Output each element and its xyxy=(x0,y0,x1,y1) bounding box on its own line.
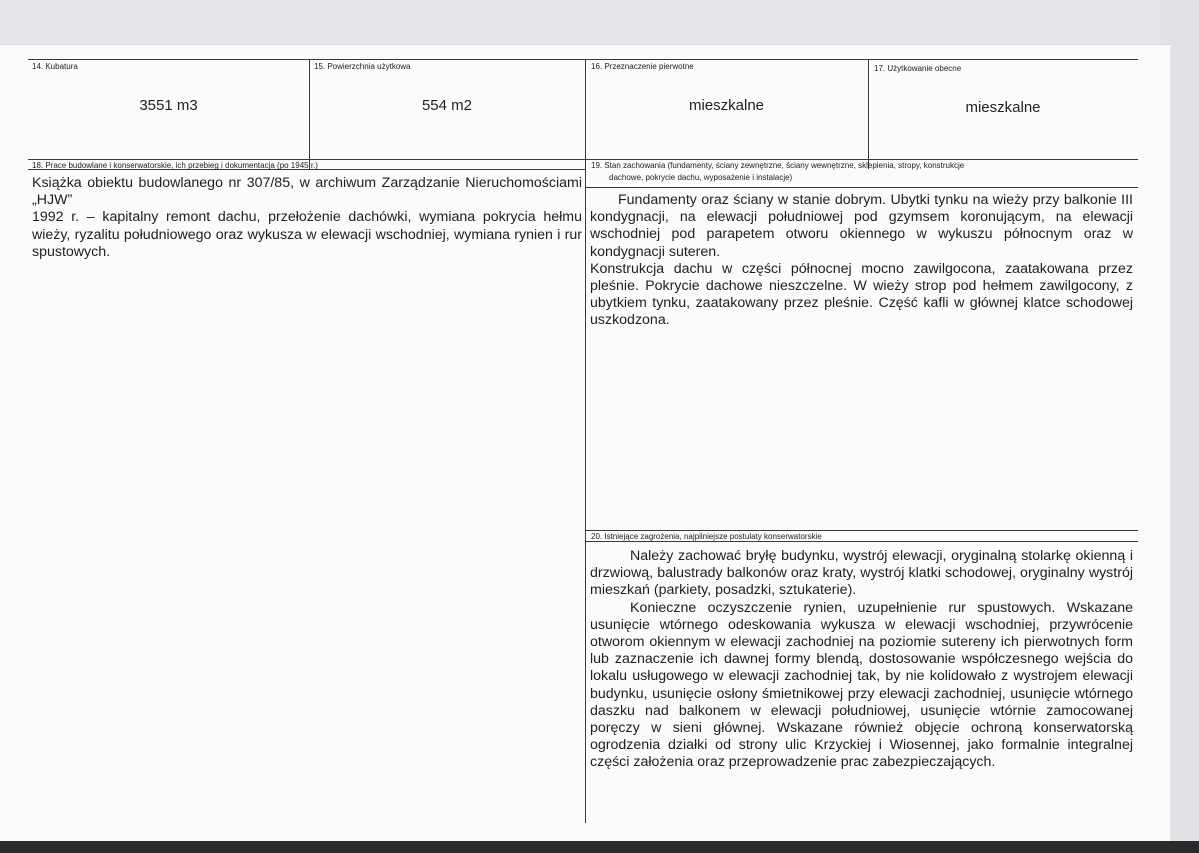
zagrozenia-text xyxy=(590,548,1133,772)
column-divider xyxy=(585,159,586,823)
zagrozenia-label: 20. Istniejące zagrożenia, najpilniejsze postulaty konserwatorskie xyxy=(591,532,822,541)
kubatura-label: 14. Kubatura xyxy=(32,62,78,71)
powierzchnia-label: 15. Powierzchnia użytkowa xyxy=(314,62,411,71)
stan-text xyxy=(590,192,1133,330)
kubatura-value: 3551 m3 xyxy=(139,97,198,114)
prace-line-2: 1992 r. – kapitalny remont dachu, przełożenie dachówki, wymiana pokrycia hełmu wieży, ryzalitu południowego oraz wykusza w elewacji wschodniej, wymiana rynien i rur spustowych. xyxy=(32,209,582,260)
uzytkowanie-value: mieszkalne xyxy=(965,99,1041,116)
przeznaczenie-label: 16. Przeznaczenie pierwotne xyxy=(591,62,694,71)
uzytkowanie-label: 17. Użytkowanie obecne xyxy=(874,64,962,73)
row1-divider-1 xyxy=(309,59,310,169)
stan-label-line-2: dachowe, pokrycie dachu, wyposażenie i instalacje) xyxy=(609,173,793,182)
row1-top-border xyxy=(28,59,1138,60)
document-sheet xyxy=(0,44,1170,845)
stan-paragraph-1: Fundamenty oraz ściany w stanie dobrym. Ubytki tynku na wieży przy balkonie III kondygnacji, na elewacji południowej pod gzymsem koronującym, na elewacji wschodniej pod parapetem otworu okiennego w wykuszu północnym oraz w kondygnacji suteren. xyxy=(590,192,1133,260)
scan-top-margin xyxy=(0,0,1199,48)
prace-label: 18. Prace budowlane i konserwatorskie, ich przebieg i dokumentacja (po 1945 r.) xyxy=(32,161,318,170)
row2-top-border xyxy=(28,159,1138,160)
zagrozenia-paragraph-1: Należy zachować bryłę budynku, wystrój elewacji, oryginalną stolarkę okienną i drzwiową, balustrady balkonów oraz kraty, wystrój klatki schodowej, oryginalny wystrój mieszkań (parkiety, posadzki, sztukaterie). xyxy=(590,548,1133,599)
powierzchnia-value: 554 m2 xyxy=(421,97,473,114)
stan-paragraph-2: Konstrukcja dachu w części północnej mocno zawilgocona, zaatakowana przez pleśnie. Pokrycie dachowe nieszczelne. W wieży strop pod hełmem zawilgocony, z ubytkiem tynku, zaatakowany przez pleśnie. Część kafli w głównej klatce schodowej uszkodzona. xyxy=(590,260,1133,329)
label-19-underline xyxy=(585,187,1138,188)
prace-line-1: Książka obiektu budowlanego nr 307/85, w archiwum Zarządzanie Nieruchomościami „HJW” xyxy=(32,175,582,209)
stan-label-line-1: 19. Stan zachowania (fundamenty, ściany zewnętrzne, ściany wewnętrzne, sklepienia, stropy, konstrukcje xyxy=(591,161,965,170)
prace-text xyxy=(32,175,582,261)
row1-divider-2 xyxy=(585,59,586,169)
zagrozenia-paragraph-2: Konieczne oczyszczenie rynien, uzupełnienie rur spustowych. Wskazane usunięcie wtórnego odeskowania wykusza w elewacji wschodniej, przywrócenie otworom okiennym w elewacji zachodniej na poziomie sutereny ich pierwotnych form lub zaznaczenie ich dawnej formy blendą, dostosowanie współczesnego wejścia do lokalu usługowego w elewacji zachodniej tak, by nie kolidowało z wystrojem elewacji budynku, usunięcie osłony śmietnikowej przy elewacji zachodniej, usunięcie wtórnego daszku nad balkonem w elewacji południowej, usunięcie wtórnie zamocowanej poręczy w sieni głównej. Wskazane również objęcie ochroną konserwatorską ogrodzenia działki od strony ulic Krzyckiej i Wiosennej, jako formalnie integralnej części założenia oraz przeprowadzenie prac zabezpieczających. xyxy=(590,599,1133,771)
section-20-top-border xyxy=(585,530,1138,531)
scan-bottom-edge xyxy=(0,841,1199,853)
przeznaczenie-value: mieszkalne xyxy=(688,97,765,114)
